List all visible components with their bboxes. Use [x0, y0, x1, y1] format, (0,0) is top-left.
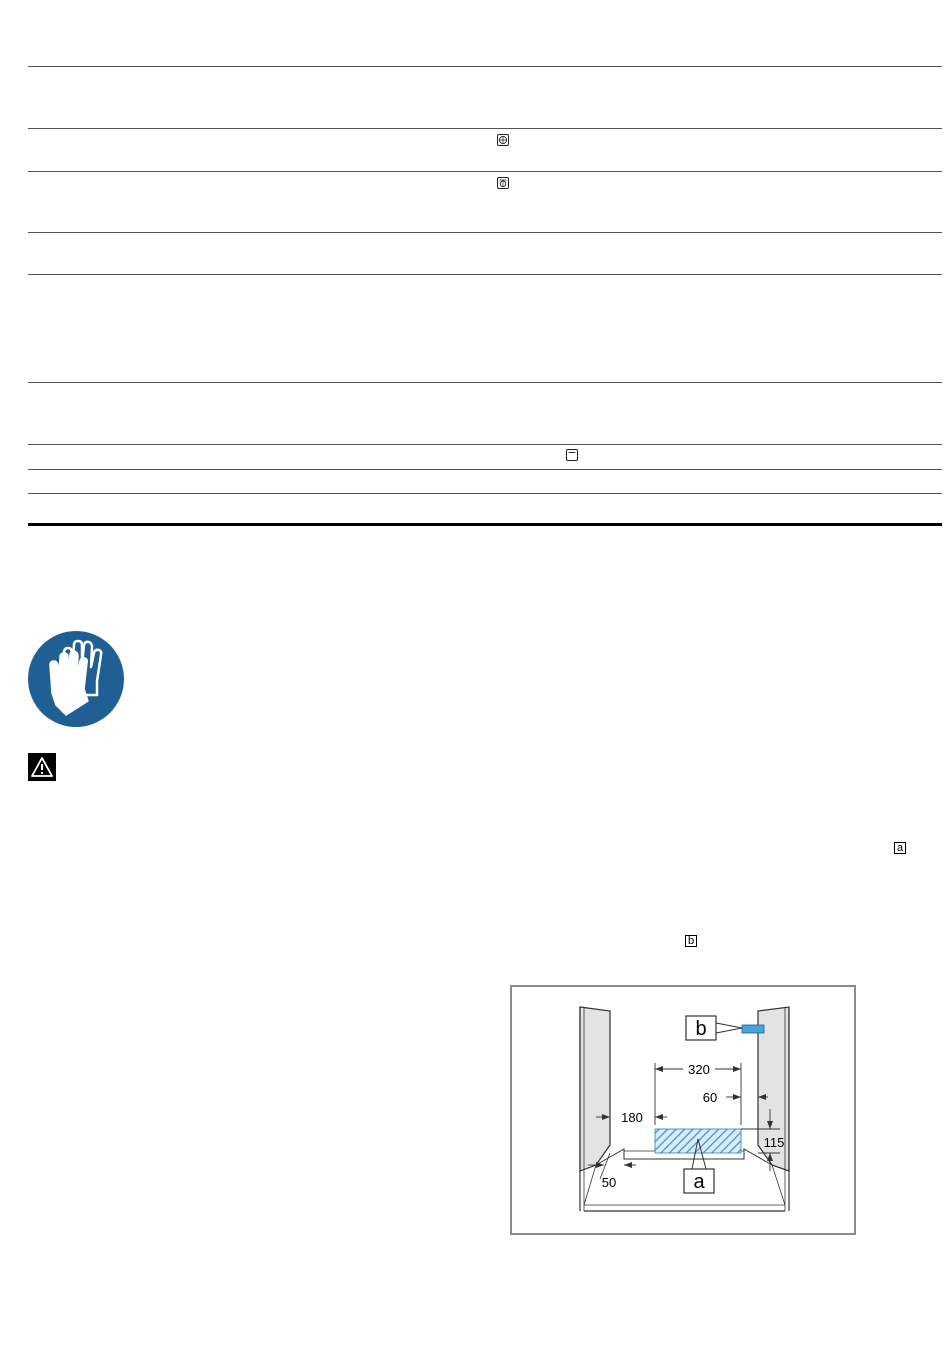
table-rule — [28, 171, 942, 172]
callout-a-label: a — [693, 1171, 705, 1193]
table-rule — [28, 274, 942, 275]
left-side-panel — [580, 1007, 610, 1171]
callout-b-label: b — [695, 1018, 707, 1040]
fan-heat-icon — [497, 134, 509, 146]
protective-gloves-icon — [28, 631, 124, 727]
installation-diagram — [510, 985, 856, 1235]
table-rule — [28, 444, 942, 445]
callout-b-inline: b — [685, 935, 697, 947]
callout-a-inline: a — [894, 842, 906, 854]
warning-triangle-icon — [28, 753, 56, 781]
dim-320-label: 320 — [688, 1062, 710, 1077]
dim-180-label: 180 — [621, 1110, 643, 1125]
table-rule — [28, 382, 942, 383]
dim-60-label: 60 — [702, 1090, 718, 1105]
fan-grill-icon — [497, 177, 509, 189]
oven-icon — [566, 449, 578, 461]
table-rule — [28, 66, 942, 67]
mounting-bracket — [742, 1025, 764, 1033]
table-rule — [28, 128, 942, 129]
table-bottom-rule — [28, 523, 942, 526]
table-rule — [28, 469, 942, 470]
table-rule — [28, 232, 942, 233]
dim-50-label: 50 — [601, 1175, 617, 1190]
dim-115-label: 115 — [763, 1135, 785, 1150]
table-rule — [28, 493, 942, 494]
